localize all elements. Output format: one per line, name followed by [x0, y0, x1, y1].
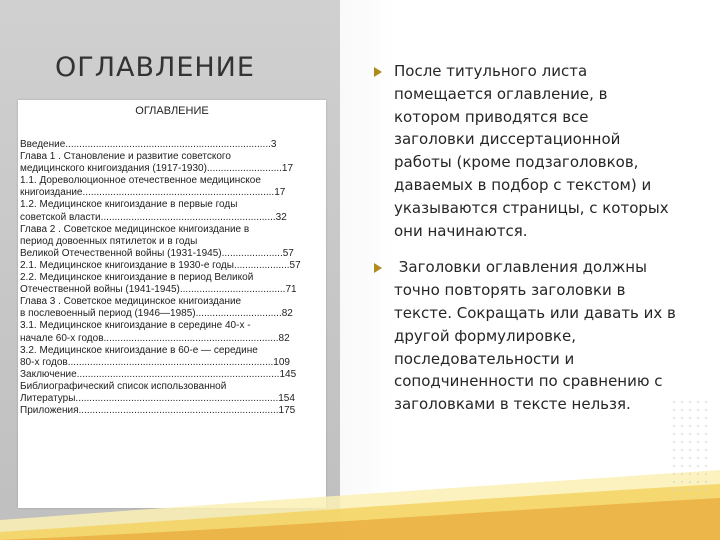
bullet-text-line: другой формулировке, [394, 326, 576, 345]
toc-line: 3.1. Медицинское книгоиздание в середине 40-х - [20, 320, 251, 332]
toc-line: Введение..........................................................................3 [20, 139, 277, 150]
bullet-text-line: даваемых в подбор с текстом) и [394, 175, 652, 194]
bullet-text-line: После титульного листа [394, 62, 588, 80]
toc-line: Приложения........................................................................175 [20, 405, 296, 417]
bullet-text-line: заголовками в тексте нельзя. [394, 395, 631, 414]
bullet-text-line: работы (кроме подзаголовков, [394, 153, 639, 172]
toc-line: 80-х годов..........................................................................109 [20, 356, 290, 368]
toc-line: 1.2. Медицинское книгоиздание в первые годы [20, 199, 238, 211]
toc-line: 2.2. Медицинское книгоиздание в период Великой [20, 272, 254, 284]
toc-line: книгоиздание.....................................................................17 [20, 187, 286, 199]
slide-title: ОГЛАВЛЕНИЕ [55, 52, 255, 83]
toc-line: начале 60-х годов...............................................................82 [20, 332, 290, 344]
bullet-text-line: соподчиненности по сравнению с [394, 372, 663, 391]
decorative-dots [670, 398, 710, 498]
toc-line: период довоенных пятилеток и в годы [20, 235, 198, 247]
bullet-text-line: Заголовки оглавления должны [394, 258, 647, 277]
toc-line: Глава 2 . Советское медицинское книгоиздание в [20, 223, 250, 235]
toc-line: 2.1. Медицинское книгоиздание в 1930-е годы....................57 [20, 259, 301, 271]
bullet-text-line: тексте. Сокращать или давать их в [394, 303, 676, 322]
toc-line: Отечественной войны (1941-1945)......................................71 [20, 284, 297, 296]
bullet-text-line: последовательности и [394, 349, 575, 368]
toc-line: Заключение.........................................................................145 [20, 368, 297, 380]
toc-line: Библиографический список использованной [20, 380, 227, 392]
bullet-text-line: котором приводятся все [394, 107, 589, 126]
toc-line: советской власти...............................................................32 [20, 211, 287, 223]
toc-line: 1.1. Дореволюционное отечественное медицинское [20, 175, 261, 187]
bullet-text-line: заголовки диссертационной [394, 130, 621, 149]
toc-line: в послевоенный период (1946—1985)...............................82 [20, 308, 293, 320]
bullet-text-line: указываются страницы, с которых [394, 198, 669, 217]
bullet-text-line: точно повторять заголовки в [394, 281, 626, 300]
toc-line: медицинского книгоиздания (1917-1930)...........................17 [20, 163, 294, 175]
toc-heading: ОГЛАВЛЕНИЕ [135, 105, 209, 117]
toc-line: Великой Отечественной войны (1931-1945)......................57 [20, 247, 294, 259]
bullet-text-line: помещается оглавление, в [394, 84, 608, 103]
bullet-text-line: они начинаются. [394, 221, 528, 240]
toc-line: Литературы.........................................................................154 [20, 392, 295, 404]
toc-line: 3.2. Медицинское книгоиздание в 60-е — середине [20, 344, 258, 356]
toc-line: Глава 3 . Советское медицинское книгоиздание [20, 296, 242, 308]
toc-line: Глава 1 . Становление и развитие советского [20, 151, 231, 163]
